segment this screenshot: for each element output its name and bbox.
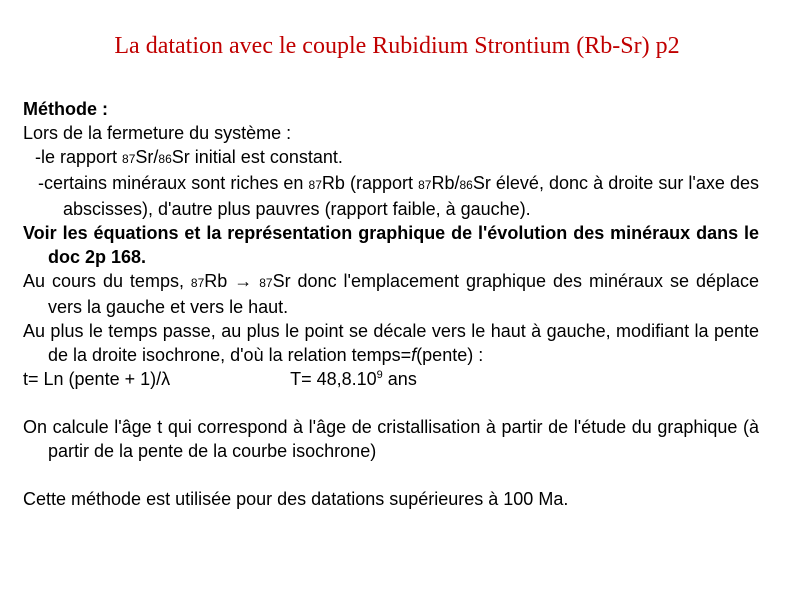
usage-note: Cette méthode est utilisée pour des datations supérieures à 100 Ma. [23,489,569,509]
page-title: La datation avec le couple Rubidium Strontium (Rb-Sr) p2 [114,33,680,59]
method-heading: Méthode : [23,99,108,119]
age-calculation: On calcule l'âge t qui correspond à l'âge de cristallisation à partir de l'étude du graphique (à partir de la pente de la courbe isochrone) [23,417,759,461]
see-equations: Voir les équations et la représentation graphique de l'évolution des minéraux dans le doc 2p 168. [23,223,759,267]
ratio-line: -le rapport 87Sr/86Sr initial est constant. [35,147,343,167]
decay-line: Au cours du temps, 87Rb → 87Sr donc l'emplacement graphique des minéraux se déplace vers la gauche et vers le haut. [23,271,760,317]
formula-line [23,367,759,391]
minerals-line: -certains minéraux sont riches en 87Rb (rapport 87Rb/86Sr élevé, donc à droite sur l'axe des abscisses), d'autre plus pauvres (rapport faible, à gauche). [38,173,759,219]
time-line: Au plus le temps passe, au plus le point se décale vers le haut à gauche, modifiant la pente de la droite isochrone, d'où la relation temps=f(pente) : [23,321,759,365]
formula-t: t= Ln (pente + 1)/λ [23,369,171,389]
closure-intro: Lors de la fermeture du système : [23,123,292,143]
content-body [23,97,759,511]
formula-T: $T= 48,8.10^9$ ans [290,369,417,389]
